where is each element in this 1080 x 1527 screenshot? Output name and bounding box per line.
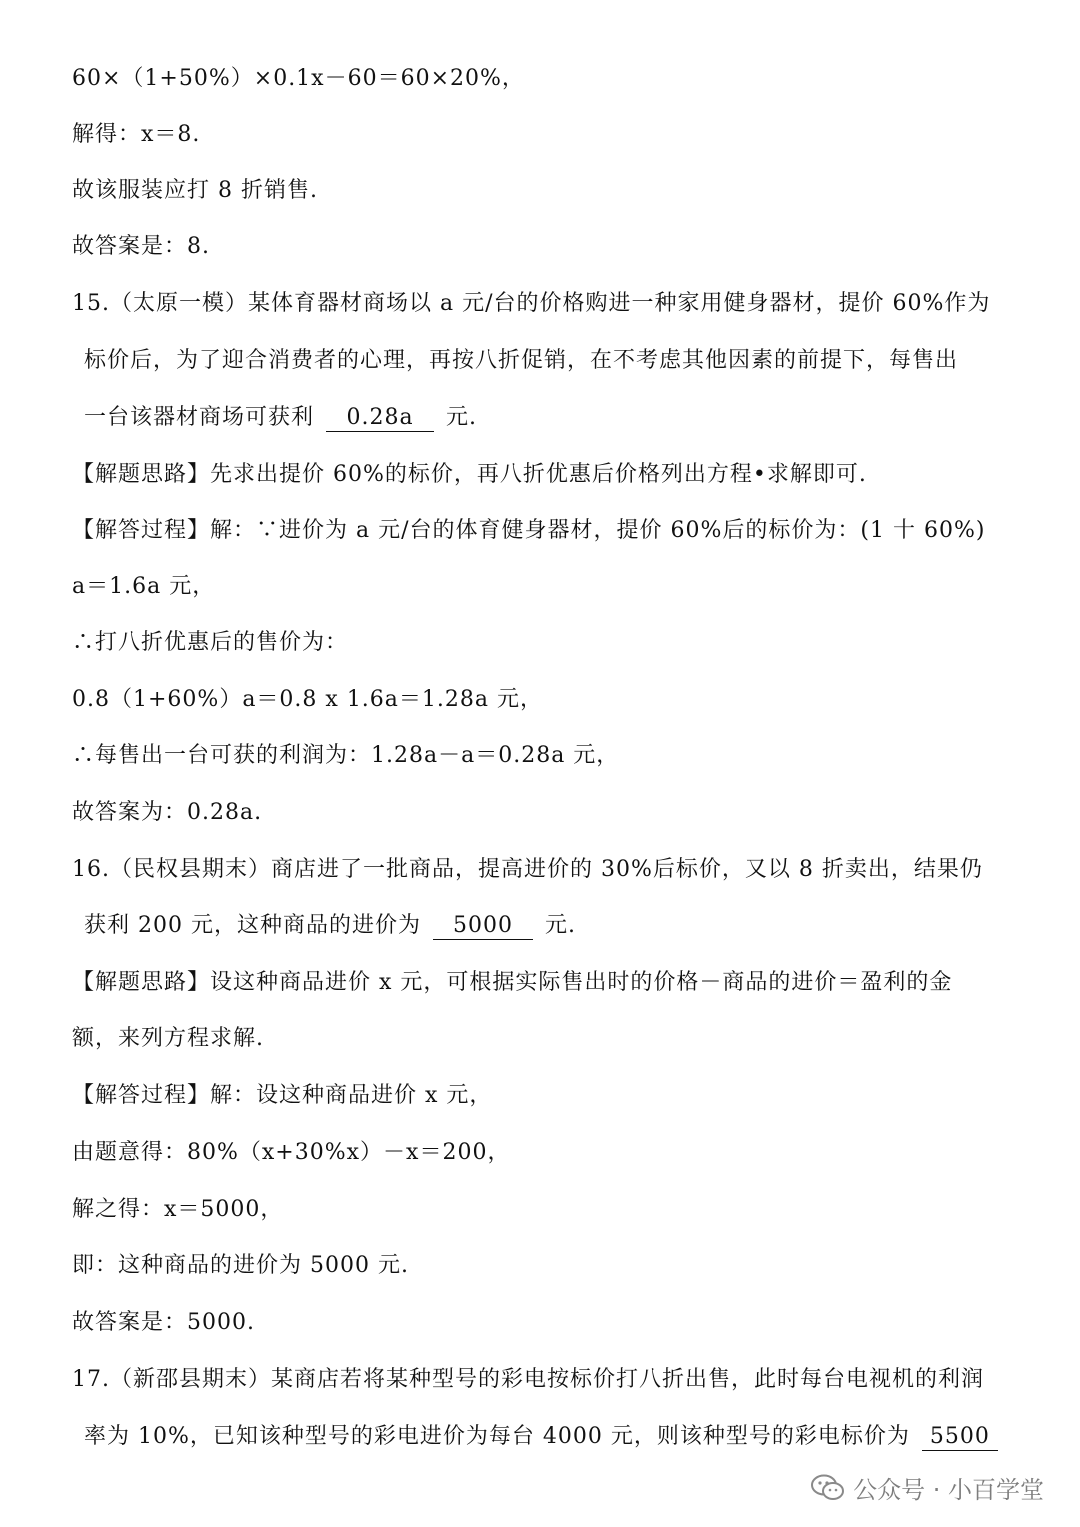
solution-idea-16: 【解题思路】设这种商品进价 x 元，可根据实际售出时的价格－商品的进价＝盈利的金: [72, 970, 953, 995]
solution-line: 解得：x＝8.: [72, 122, 201, 147]
solution-process-16: 【解答过程】解：设这种商品进价 x 元，: [72, 1083, 493, 1108]
question-15-text: 15.（太原一模）某体育器材商场以 a 元/台的价格购进一种家用健身器材，提价 60%作为: [72, 291, 991, 316]
solution-idea-16-2: 额，来列方程求解.: [72, 1026, 264, 1051]
conclusion-line: 故该服装应打 8 折销售.: [72, 178, 318, 203]
process-line: ∴打八折优惠后的售价为：: [72, 630, 349, 655]
process-line: ∴每售出一台可获的利润为：1.28a－a＝0.28a 元，: [72, 743, 620, 768]
answer-blank-15: 0.28a: [326, 405, 434, 432]
equation-line: 60×（1+50%）×0.1x－60＝60×20%，: [72, 66, 525, 91]
solution-process-15: 【解答过程】解：∵进价为 a 元/台的体育健身器材，提价 60%后的标价为：(1 十 60%): [72, 518, 986, 543]
question-16-text-2: [84, 911, 1052, 941]
solution-idea-15: 【解题思路】先求出提价 60%的标价，再八折优惠后价格列出方程•求解即可.: [72, 462, 867, 487]
watermark: [811, 1470, 1044, 1505]
question-15-suffix: 元.: [446, 405, 478, 430]
question-15-text-3: [84, 403, 1052, 433]
watermark-text: 公众号 · 小百学堂: [853, 1476, 1044, 1504]
process-line: 解之得：x＝5000，: [72, 1197, 284, 1222]
question-16-text: 16.（民权县期末）商店进了一批商品，提高进价的 30%后标价，又以 8 折卖出，结果仍: [72, 857, 983, 882]
answer-line: 故答案是：5000.: [72, 1310, 255, 1335]
answer-blank-17: 5500: [922, 1424, 998, 1451]
question-17-text-2: [84, 1422, 1052, 1452]
question-15-text-2: 标价后，为了迎合消费者的心理，再按八折促销，在不考虑其他因素的前提下，每售出: [84, 348, 959, 373]
answer-line: 故答案为：0.28a.: [72, 800, 263, 825]
answer-blank-16: 5000: [433, 913, 533, 940]
question-16-suffix: 元.: [544, 913, 576, 938]
answer-line: 故答案是：8.: [72, 234, 210, 259]
process-line: a＝1.6a 元，: [72, 574, 216, 599]
process-line: 由题意得：80%（x+30%x）－x＝200，: [72, 1140, 511, 1165]
wechat-icon: [811, 1474, 845, 1502]
process-line: 即：这种商品的进价为 5000 元.: [72, 1253, 409, 1278]
question-17-prefix: 率为 10%，已知该种型号的彩电进价为每台 4000 元，则该种型号的彩电标价为: [84, 1424, 910, 1449]
question-16-prefix: 获利 200 元，这种商品的进价为: [84, 913, 421, 938]
question-17-text: 17.（新邵县期末）某商店若将某种型号的彩电按标价打八折出售，此时每台电视机的利润: [72, 1367, 984, 1392]
process-line: 0.8（1+60%）a＝0.8 x 1.6a＝1.28a 元，: [72, 687, 544, 712]
question-15-prefix: 一台该器材商场可获利: [84, 405, 315, 430]
